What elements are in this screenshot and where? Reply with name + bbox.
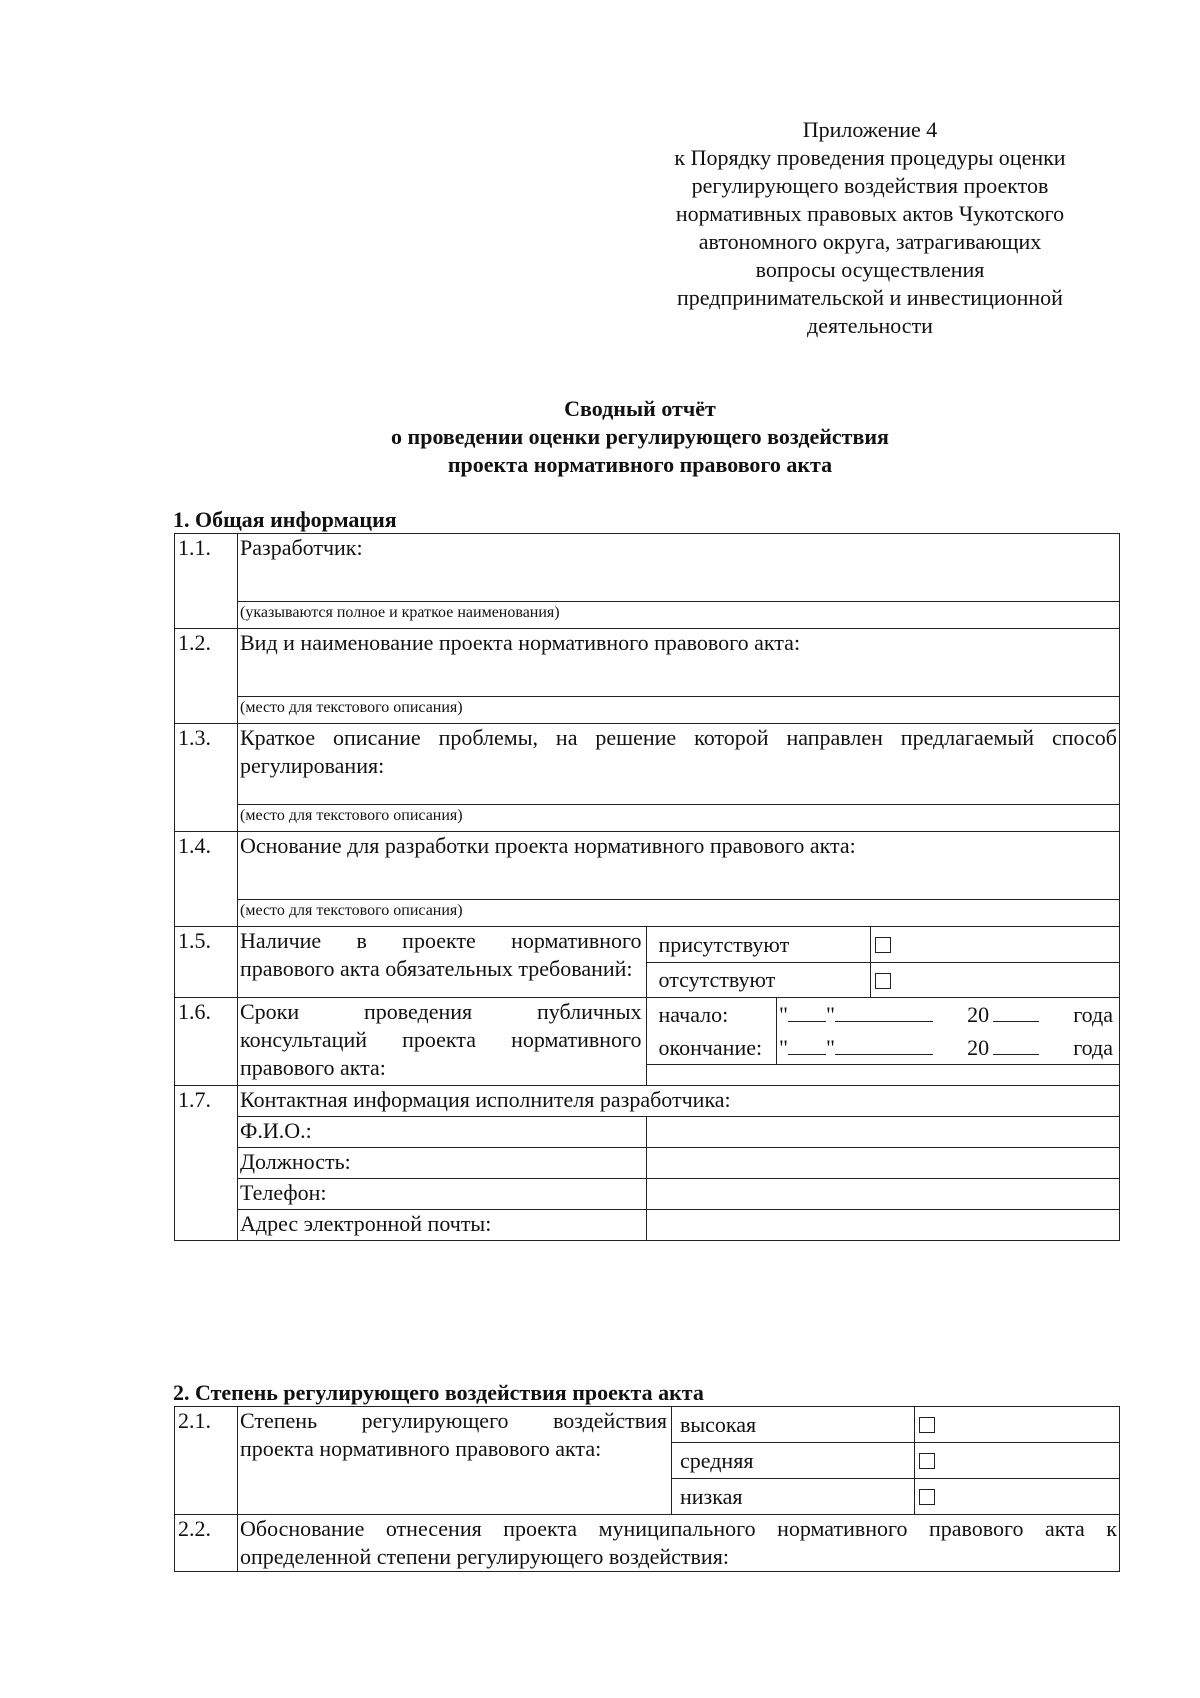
degree-high-label: высокая [672, 1407, 915, 1443]
end-date-field[interactable] [777, 1031, 1120, 1065]
option-present-checkbox[interactable] [875, 937, 891, 953]
document-title [160, 395, 1120, 479]
degree-low-label: низкая [672, 1479, 915, 1515]
act-type-label: Вид и наименование проекта нормативного правового акта: [238, 629, 1120, 697]
developer-note: (указываются полное и краткое наименования) [238, 602, 1120, 629]
year-suffix: года [1073, 1034, 1113, 1060]
row-number: 2.1. [175, 1407, 238, 1515]
header-line: предпринимательской и инвестиционной [677, 285, 1063, 310]
header-line: автономного округа, затрагивающих [698, 229, 1042, 254]
row-number: 1.1. [175, 534, 238, 629]
email-label: Адрес электронной почты: [238, 1210, 647, 1241]
consultation-dates [647, 998, 1120, 1085]
row-1-2 [175, 629, 1120, 697]
row-1-6 [175, 998, 1120, 1086]
impact-degree-label: Степень регулирующего воздействия проекта нормативного правового акта: [238, 1407, 672, 1515]
row-2-1 [175, 1407, 1120, 1443]
requirements-options [647, 927, 1120, 997]
developer-label: Разработчик: [238, 534, 1120, 602]
title-line-3: проекта нормативного правового акта [447, 452, 833, 477]
act-type-note: (место для текстового описания) [238, 697, 1120, 724]
option-present-label: присутствуют [647, 927, 871, 963]
email-field[interactable] [646, 1210, 1120, 1241]
row-1-1 [175, 534, 1120, 602]
row-number: 1.3. [175, 724, 238, 832]
problem-description-note: (место для текстового описания) [238, 805, 1120, 832]
end-date-label: окончание: [647, 1031, 777, 1065]
row-number: 1.4. [175, 832, 238, 927]
option-absent-checkbox[interactable] [875, 973, 891, 989]
phone-label: Телефон: [238, 1179, 647, 1210]
appendix-header [640, 116, 1100, 340]
degree-high-checkbox[interactable] [919, 1417, 935, 1433]
requirements-label: Наличие в проекте нормативного правового акта обязательных требований: [238, 927, 647, 998]
fio-label: Ф.И.О.: [238, 1117, 647, 1148]
degree-medium-checkbox[interactable] [919, 1453, 935, 1469]
header-line: вопросы осуществления [755, 257, 985, 282]
section-2-heading: 2. Степень регулирующего воздействия проекта акта [173, 1380, 704, 1405]
consultation-dates-label: Сроки проведения публичных консультаций проекта нормативного правового акта: [238, 998, 647, 1086]
row-1-4 [175, 832, 1120, 900]
contact-info-label: Контактная информация исполнителя разработчика: [238, 1086, 1120, 1117]
start-date-field[interactable] [777, 998, 1120, 1031]
header-line: нормативных правовых актов Чукотского [675, 201, 1065, 226]
fio-field[interactable] [646, 1117, 1120, 1148]
quote-mark: " [779, 1034, 788, 1060]
day-blank[interactable] [788, 1034, 826, 1055]
option-absent-label: отсутствуют [647, 963, 871, 998]
row-number: 1.5. [175, 927, 238, 998]
row-1-3 [175, 724, 1120, 805]
month-blank[interactable] [835, 1001, 933, 1022]
basis-label: Основание для разработки проекта нормативного правового акта: [238, 832, 1120, 900]
day-blank[interactable] [788, 1001, 826, 1022]
header-line: к Порядку проведения процедуры оценки [674, 145, 1066, 170]
year-suffix: года [1073, 1001, 1113, 1027]
regulatory-impact-table [174, 1406, 1120, 1572]
position-label: Должность: [238, 1148, 647, 1179]
row-2-2 [175, 1515, 1120, 1572]
title-line-1: Сводный отчёт [564, 396, 716, 421]
year-blank[interactable] [993, 1001, 1039, 1022]
year-prefix: 20 [967, 1001, 990, 1027]
section-1-heading: 1. Общая информация [173, 507, 397, 532]
row-1-5 [175, 927, 1120, 998]
degree-medium-label: средняя [672, 1443, 915, 1479]
phone-field[interactable] [646, 1179, 1120, 1210]
month-blank[interactable] [835, 1034, 933, 1055]
general-info-table [174, 533, 1120, 1241]
problem-description-label: Краткое описание проблемы, на решение которой направлен предлагаемый способ регулирования: [238, 724, 1120, 805]
year-blank[interactable] [993, 1034, 1039, 1055]
start-date-label: начало: [647, 998, 777, 1031]
impact-justification-label: Обоснование отнесения проекта муниципального нормативного правового акта к определенной степени регулирующего воздействия: [238, 1515, 1120, 1572]
quote-mark: " [825, 1001, 835, 1027]
position-field[interactable] [646, 1148, 1120, 1179]
header-line: регулирующего воздействия проектов [691, 173, 1049, 198]
row-number: 1.2. [175, 629, 238, 724]
row-1-7 [175, 1086, 1120, 1117]
degree-low-checkbox[interactable] [919, 1489, 935, 1505]
row-number: 1.6. [175, 998, 238, 1086]
year-prefix: 20 [967, 1034, 990, 1060]
basis-note: (место для текстового описания) [238, 900, 1120, 927]
title-line-2: о проведении оценки регулирующего воздействия [391, 424, 889, 449]
quote-mark: " [825, 1034, 835, 1060]
quote-mark: " [779, 1001, 788, 1027]
header-line: Приложение 4 [802, 117, 938, 142]
row-number: 2.2. [175, 1515, 238, 1572]
header-line: деятельности [807, 313, 933, 338]
row-number: 1.7. [175, 1086, 238, 1241]
